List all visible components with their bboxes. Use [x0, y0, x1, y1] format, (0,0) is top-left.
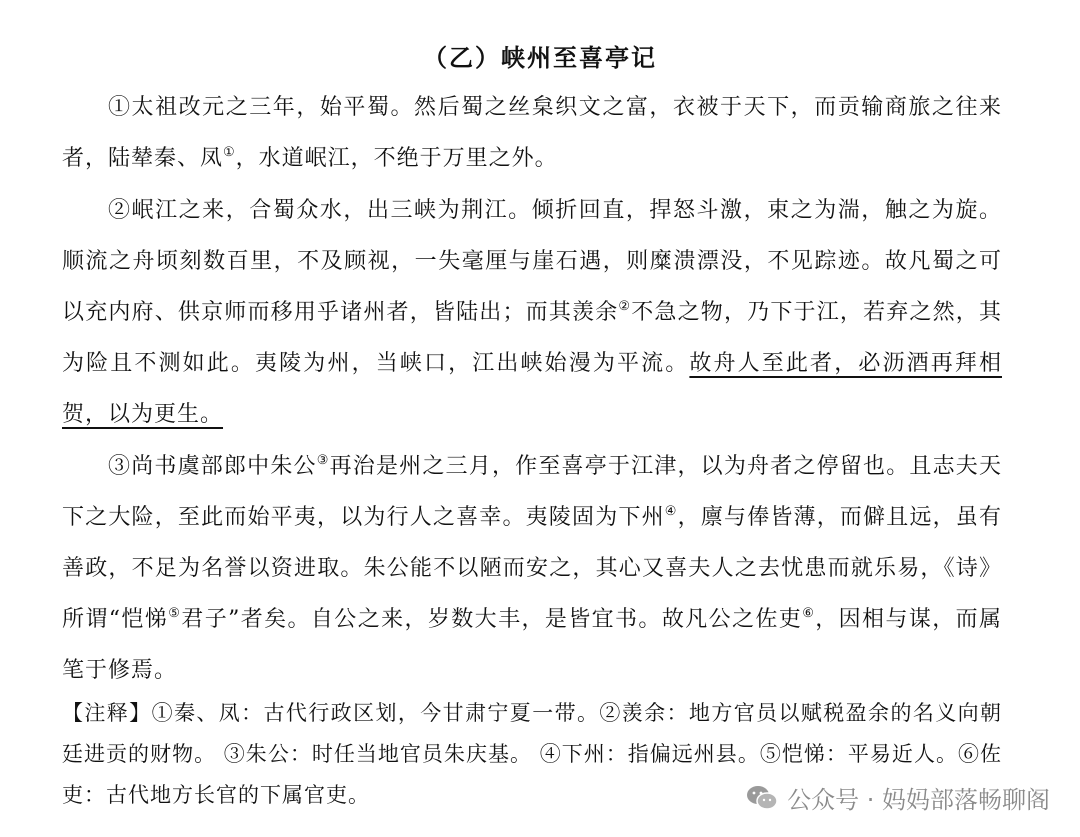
watermark-text: 公众号 · 妈妈部落畅聊阁 — [787, 786, 1050, 814]
note-ref-5: ⑤ — [168, 606, 182, 621]
note-ref-2: ② — [618, 299, 632, 314]
paragraph-3-text-c: ，廪与俸皆薄，而僻且远，虽有善政，不足为名誉以资进取。朱公能不以陋而安之，其心又喜夫人之去忧患而就乐易，《诗》所谓“恺悌 — [62, 505, 1002, 632]
note-ref-1: ① — [223, 145, 236, 160]
paragraph-3-text-d: 君子”者矣。自公之来，岁数大丰，是皆宜书。故凡公之佐吏 — [181, 607, 803, 632]
wechat-icon — [745, 784, 779, 812]
annotations-label: 【注释】 — [62, 701, 152, 725]
paragraph-2 — [62, 185, 1002, 440]
note-ref-3: ③ — [316, 453, 330, 468]
paragraph-1-text-b: ，水道岷江，不绝于万里之外。 — [235, 146, 558, 171]
annotations-text: ①秦、凤：古代行政区划，今甘肃宁夏一带。②羡余：地方官员以赋税盈余的名义向朝廷进贡的财物。 ③朱公：时任当地官员朱庆基。 ④下州：指偏远州县。⑤恺悌：平易近人。⑥佐吏：古代地方长官的下属官吏。 — [62, 701, 1002, 807]
paragraph-1 — [62, 82, 1002, 184]
article-title: （乙）峡州至喜亭记 — [423, 43, 657, 72]
paragraph-3-text-a: ③尚书虞部郎中朱公 — [108, 454, 317, 479]
paragraph-2-text-b: 不急之物，乃下于江，若弃之然，其为险且不测如此。夷陵为州，当峡口，江出峡始漫为平流。 — [62, 300, 1002, 376]
note-ref-4: ④ — [664, 504, 678, 519]
paragraph-2-text-a: ②岷江之来，合蜀众水，出三峡为荆江。倾折回直，捍怒斗激，束之为湍，触之为旋。顺流之舟顷刻数百里，不及顾视，一失毫厘与崖石遇，则糜溃漂没，不见踪迹。故凡蜀之可以充内府、供京师而移用乎诸州者，皆陆出；而其羡余 — [62, 198, 1002, 325]
note-ref-6: ⑥ — [802, 606, 816, 621]
paragraph-1-text-a: ①太祖改元之三年，始平蜀。然后蜀之丝枲织文之富，衣被于天下，而贡输商旅之往来者，陆辇秦、凤 — [62, 95, 1002, 171]
watermark — [741, 778, 1054, 817]
paragraph-3 — [62, 441, 1002, 696]
underlined-sentence: 故舟人至此者，必沥酒再拜相贺，以为更生。 — [62, 351, 1002, 427]
paragraph-3-text-b: 再治是州之三月，作至喜亭于江津，以为舟者之停留也。且志夫天下之大险，至此而始平夷，以为行人之喜幸。夷陵固为下州 — [62, 454, 1002, 530]
paragraph-3-text-e: ，因相与谋，而属笔于修焉。 — [62, 607, 1003, 683]
